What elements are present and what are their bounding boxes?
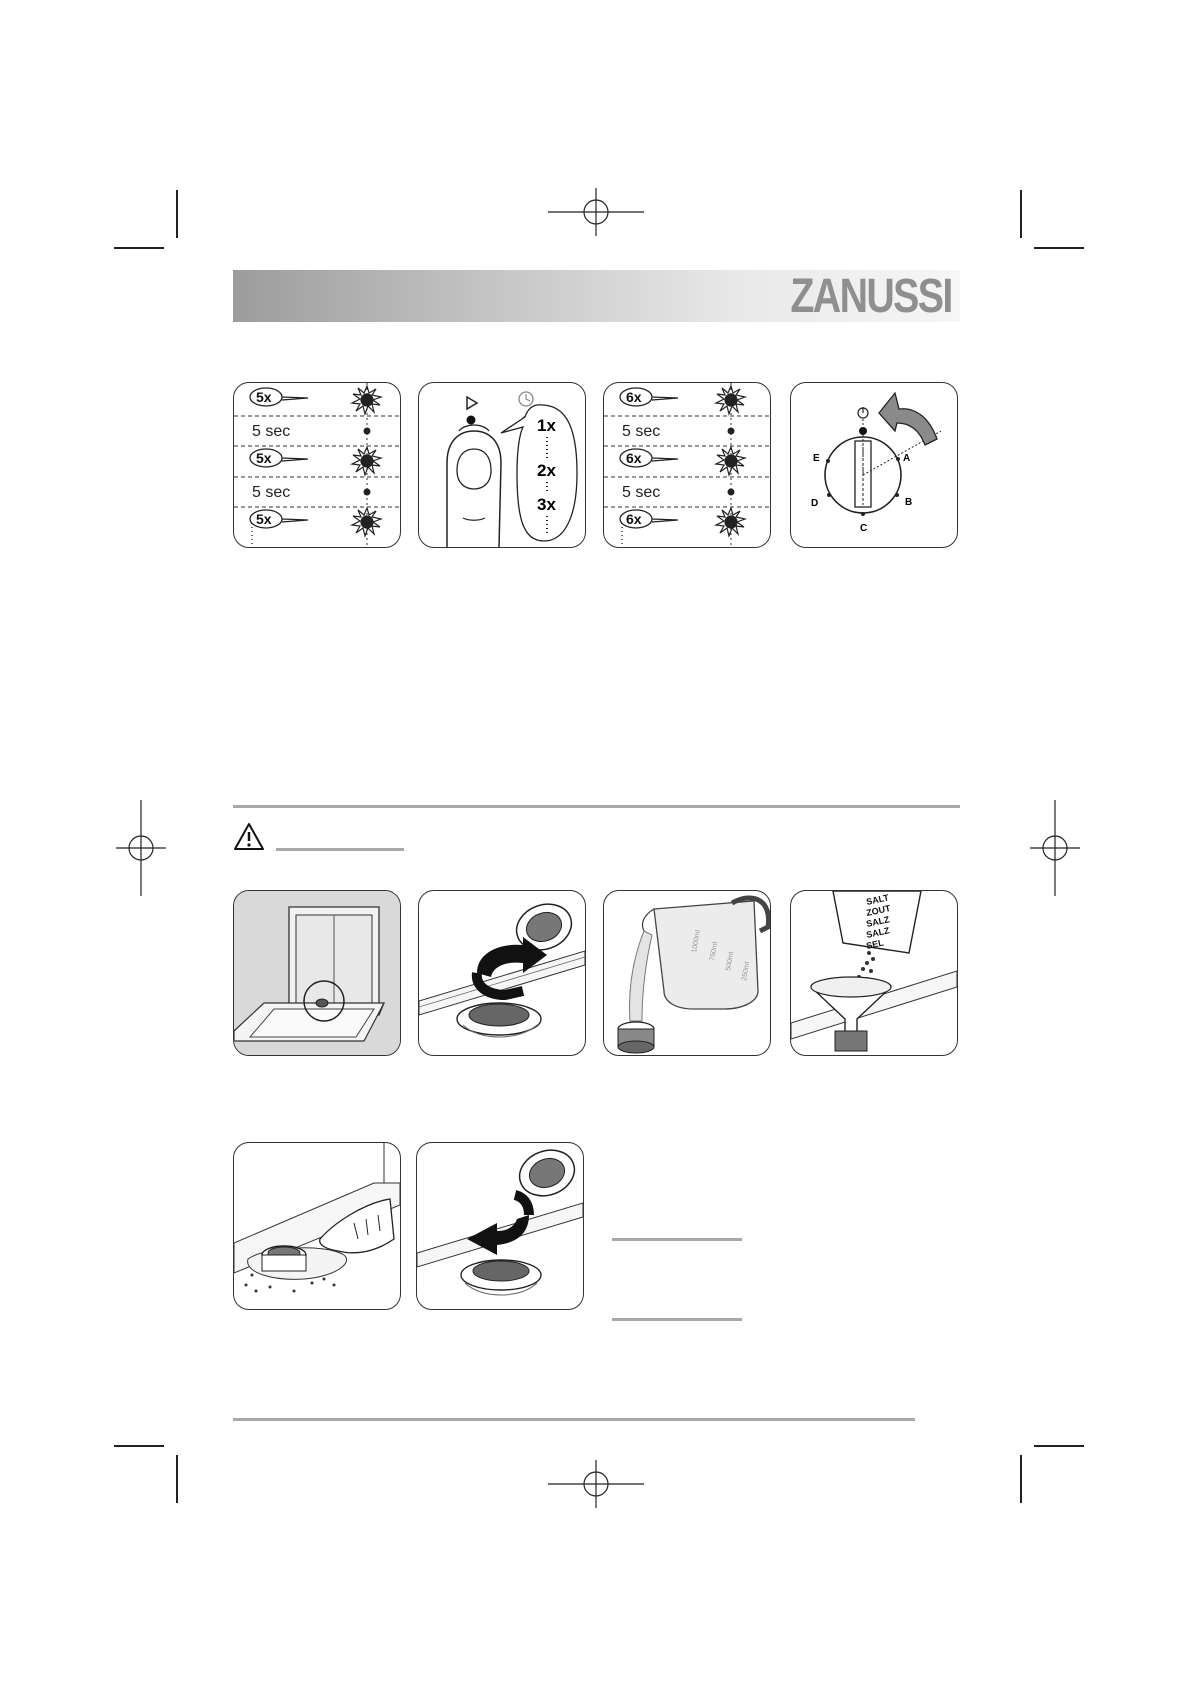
interval-label: 5 sec	[252, 423, 291, 440]
dial-letter: E	[813, 453, 820, 464]
heading-underline	[276, 848, 404, 851]
wipe-salt-panel	[233, 1142, 401, 1310]
text-underline	[612, 1238, 742, 1241]
dial-letter: B	[905, 497, 913, 508]
section-divider	[233, 805, 960, 808]
play-icon	[467, 397, 477, 409]
pour-water-panel	[603, 890, 771, 1056]
registration-mark-top	[548, 188, 644, 236]
pour-salt-panel	[790, 890, 958, 1056]
flashing-light-icon	[716, 508, 745, 536]
dial-letter: A	[903, 453, 911, 464]
crop-mark	[176, 1455, 178, 1503]
header-bar	[233, 270, 960, 322]
badge-row-3	[620, 449, 678, 467]
badge-row-1	[250, 388, 308, 406]
status-dot	[364, 489, 371, 496]
blink-sequence-panel-5x	[233, 382, 401, 548]
flashing-light-icon	[352, 447, 381, 475]
interval-label: 5 sec	[622, 423, 661, 440]
salt-label: SALT	[865, 892, 890, 907]
badge-label: 5x	[256, 389, 272, 405]
badge-label: 6x	[626, 389, 642, 405]
status-dot	[364, 428, 371, 435]
salt-label: SALZ	[865, 914, 891, 929]
button-press-panel	[418, 382, 586, 548]
flashing-light-icon	[352, 508, 381, 536]
program-dial-panel	[790, 382, 958, 548]
dishwasher-interior-panel	[233, 890, 401, 1056]
flashing-light-icon	[716, 447, 745, 475]
warning-icon	[233, 822, 265, 852]
footer-divider	[233, 1418, 915, 1421]
rotation-arrow-icon	[879, 393, 937, 445]
count-label: 2x	[537, 461, 556, 480]
text-underline	[612, 1318, 742, 1321]
blink-sequence-panel-6x	[603, 382, 771, 548]
unscrew-cap-panel	[418, 890, 586, 1056]
status-dot	[728, 489, 735, 496]
salt-label: SEL	[865, 937, 885, 951]
crop-mark	[1020, 1455, 1022, 1503]
salt-label: SALZ	[865, 925, 891, 940]
badge-row-3	[250, 449, 308, 467]
flashing-light-icon	[716, 386, 745, 414]
crop-mark	[114, 247, 164, 249]
measuring-jug	[654, 901, 758, 1009]
badge-label: 6x	[626, 511, 642, 527]
status-dot	[728, 428, 735, 435]
count-label: 1x	[537, 416, 556, 435]
dial-letter: C	[860, 523, 868, 534]
jug-mark: 250ml	[741, 961, 752, 982]
brand-logo: ZANUSSI	[790, 270, 952, 323]
salt-container-cap	[316, 999, 328, 1007]
count-label: 3x	[537, 495, 556, 514]
badge-row-1	[620, 388, 678, 406]
interval-label: 5 sec	[252, 484, 291, 501]
status-dot	[467, 416, 476, 425]
jug-mark: 1000ml	[691, 929, 702, 954]
dial-letter: D	[811, 498, 819, 509]
badge-row-5	[620, 510, 678, 528]
crop-mark	[1034, 1445, 1084, 1447]
crop-mark	[1034, 247, 1084, 249]
badge-label: 5x	[256, 511, 272, 527]
registration-mark-left	[116, 800, 166, 896]
jug-mark: 500ml	[725, 951, 736, 972]
interval-label: 5 sec	[622, 484, 661, 501]
salt-label: ZOUT	[865, 903, 892, 918]
badge-label: 5x	[256, 450, 272, 466]
crop-mark	[114, 1445, 164, 1447]
water-stream	[630, 931, 652, 1021]
crop-mark	[1020, 190, 1022, 238]
badge-row-5	[250, 510, 308, 528]
screw-cap-panel	[416, 1142, 584, 1310]
flashing-light-icon	[352, 386, 381, 414]
registration-mark-bottom	[548, 1460, 644, 1508]
registration-mark-right	[1030, 800, 1080, 896]
jug-mark: 750ml	[709, 941, 720, 962]
badge-label: 6x	[626, 450, 642, 466]
crop-mark	[176, 190, 178, 238]
